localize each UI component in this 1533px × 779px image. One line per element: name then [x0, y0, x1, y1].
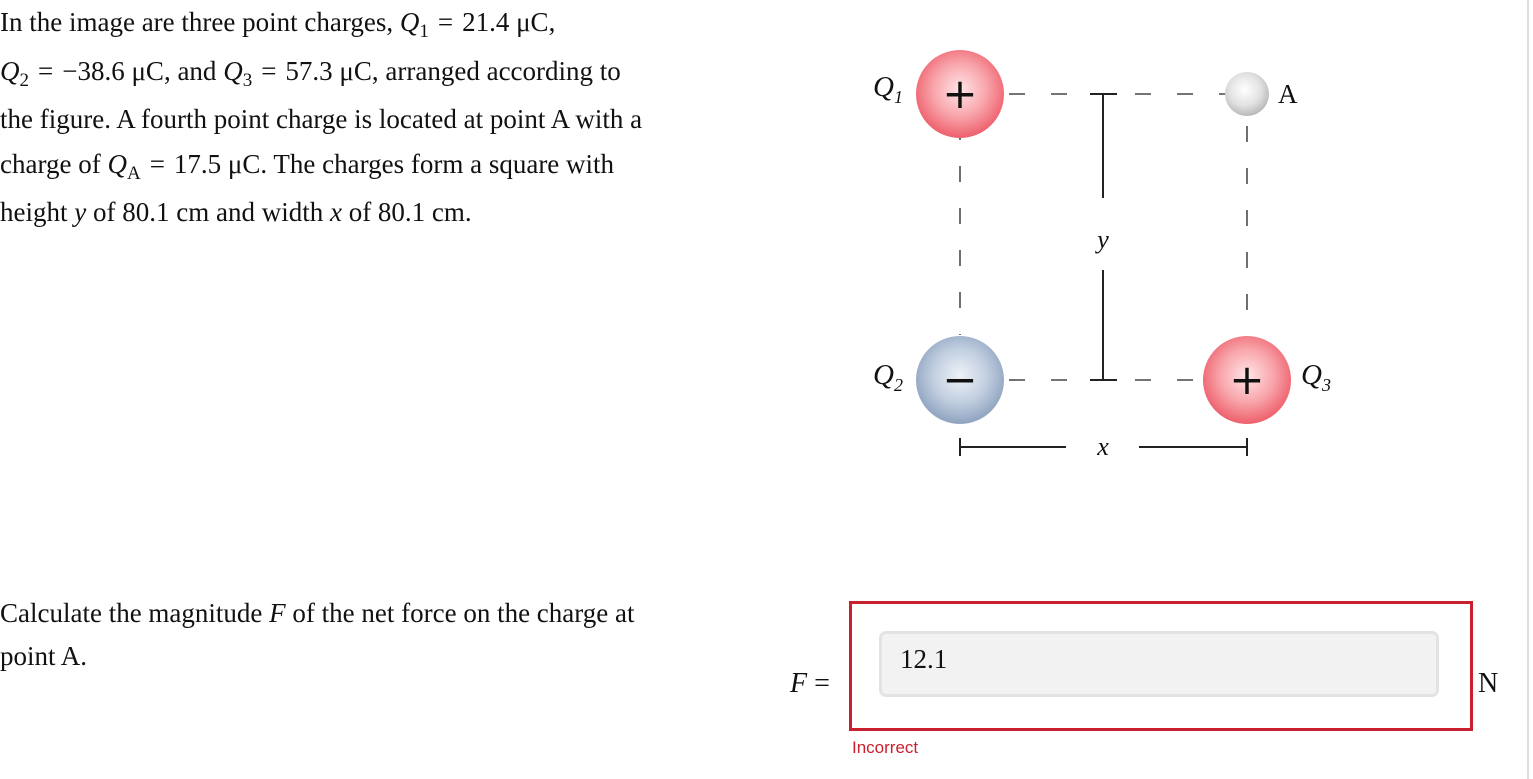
q1-label-main: Q — [873, 71, 894, 103]
question-prompt — [0, 592, 720, 678]
problem-line-1 — [0, 0, 720, 49]
answer-status: Incorrect — [852, 738, 919, 757]
equals-sign: = — [38, 55, 54, 86]
point-a-charge — [1225, 72, 1269, 116]
answer-unit: N — [1478, 668, 1499, 699]
q3-charge — [1203, 336, 1291, 424]
square-outline — [1005, 94, 1228, 380]
y-symbol: y — [74, 197, 87, 227]
problem-line-2 — [0, 49, 720, 98]
q1-label — [873, 71, 903, 107]
answer-label — [790, 664, 830, 704]
q2-charge — [916, 336, 1004, 424]
q1-subscript: 1 — [419, 21, 429, 42]
question-line-2: point A. — [0, 641, 88, 671]
q3-label — [1301, 359, 1331, 395]
problem-line5-b: of 80.1 cm and width — [92, 197, 324, 227]
q1-plus-sign: + — [942, 69, 978, 118]
equals-sign: = — [437, 7, 454, 37]
answer-feedback-box — [849, 601, 1473, 731]
equals-sign: = — [149, 148, 165, 179]
right-divider — [1527, 0, 1529, 779]
q2-value: −38.6 μC, and — [62, 55, 217, 86]
q2-label — [873, 359, 903, 395]
answer-input[interactable] — [879, 631, 1439, 697]
qa-symbol: Q — [107, 148, 127, 179]
point-a-label: A — [1278, 79, 1298, 109]
q2-label-main: Q — [873, 359, 894, 391]
problem-statement — [0, 0, 720, 235]
y-label: y — [1097, 225, 1109, 254]
problem-line-5 — [0, 190, 720, 235]
q3-value: 57.3 μC, arranged according to — [285, 55, 621, 86]
charge-diagram-svg — [860, 30, 1360, 470]
problem-line5-c: of 80.1 cm. — [348, 197, 472, 227]
q1-value: 21.4 μC, — [462, 7, 556, 37]
q3-label-sub: 3 — [1321, 375, 1331, 395]
q1-charge — [916, 50, 1004, 138]
question-text-b: of the net force on the charge at — [292, 598, 635, 628]
q2-subscript: 2 — [19, 69, 29, 91]
x-label: x — [1097, 432, 1109, 461]
problem-line5-a: height — [0, 197, 68, 227]
question-line-1 — [0, 592, 720, 635]
q3-label-main: Q — [1301, 359, 1322, 391]
q2-symbol: Q — [0, 55, 20, 86]
problem-line4-prefix: charge of — [0, 148, 101, 179]
question-text-a: Calculate the magnitude — [0, 598, 263, 628]
answer-label-eq: = — [807, 668, 830, 699]
problem-line-3: the figure. A fourth point charge is located at point A with a — [0, 104, 643, 134]
q2-label-sub: 2 — [893, 375, 903, 395]
q1-symbol: Q — [399, 7, 420, 37]
f-symbol: F — [269, 598, 286, 628]
q3-plus-sign: + — [1229, 355, 1265, 404]
charge-diagram — [860, 30, 1360, 470]
equals-sign: = — [261, 55, 277, 86]
q2-minus-sign: − — [942, 355, 978, 404]
problem-line1-prefix: In the image are three point charges, — [0, 7, 394, 37]
x-symbol: x — [329, 197, 342, 227]
qa-subscript: A — [126, 162, 141, 184]
problem-line-4 — [0, 142, 720, 191]
q3-symbol: Q — [223, 55, 243, 86]
q1-label-sub: 1 — [893, 87, 903, 107]
answer-label-var: F — [790, 668, 808, 699]
q3-subscript: 3 — [242, 69, 253, 91]
qa-value: 17.5 μC. The charges form a square with — [173, 148, 615, 179]
